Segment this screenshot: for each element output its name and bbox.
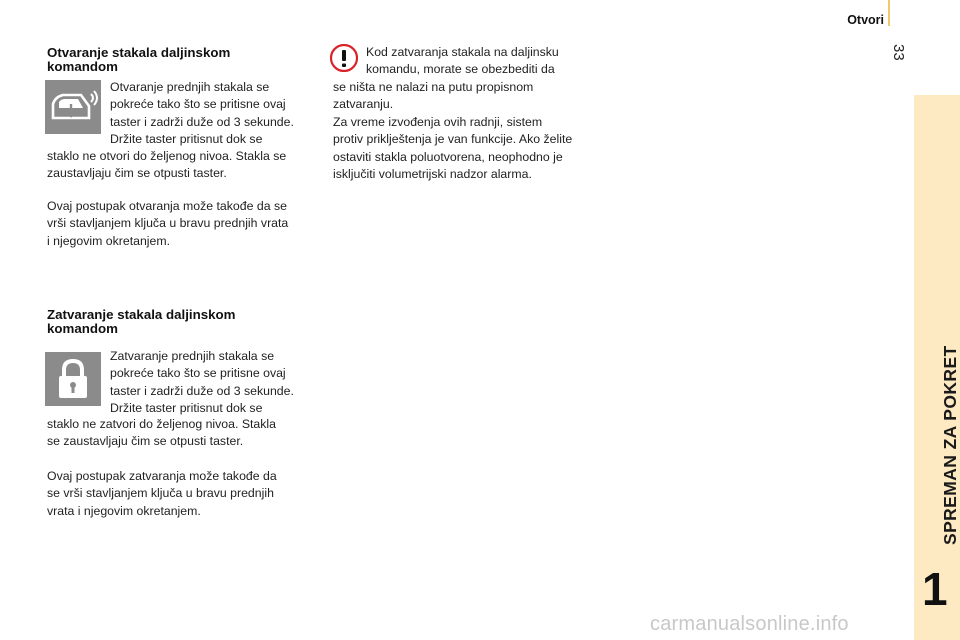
text-line: se zaustavljaju čim se otpusti taster. — [47, 434, 244, 449]
heading-line: Zatvaranje stakala daljinskom — [47, 307, 236, 322]
text-line: Kod zatvaranja stakala na daljinsku — [366, 45, 559, 59]
text-line: pokreće tako što se pritisne ovaj — [110, 366, 286, 381]
chapter-label: SPREMAN ZA POKRET — [940, 345, 960, 545]
text-line: vrši stavljanjem ključa u bravu prednjih vrata — [47, 216, 289, 231]
text-line: i njegovim okretanjem. — [47, 233, 171, 248]
text-line: komandu, morate se obezbediti da — [366, 62, 555, 77]
text-line: ostaviti stakla poluotvorena, neophodno je — [333, 149, 563, 164]
close-key-paragraph — [47, 468, 322, 520]
text-line: Ovaj postupak zatvaranja može takođe da — [47, 469, 277, 483]
text-line: se vrši stavljanjem ključa u bravu prednjih — [47, 486, 274, 501]
open-instructions-continued — [47, 148, 322, 183]
padlock-icon — [45, 352, 101, 406]
section-title: Otvori — [847, 13, 884, 27]
text-line: Zatvaranje prednjih stakala se — [110, 349, 275, 363]
chapter-number: 1 — [922, 563, 948, 615]
heading-line: komandom — [47, 321, 118, 336]
window-open-remote-icon — [45, 80, 101, 134]
text-line: vrata i njegovim okretanjem. — [47, 503, 201, 518]
text-line: taster i zadrži duže od 3 sekunde. — [110, 383, 294, 398]
text-line: staklo ne zatvori do željenog nivoa. Stakla — [47, 417, 276, 431]
watermark: carmanualsonline.info — [650, 613, 849, 635]
warning-text-indented — [366, 44, 611, 79]
text-line: zatvaranju. — [333, 97, 394, 112]
open-instructions-indented — [110, 79, 325, 149]
heading-open-windows — [47, 46, 307, 74]
heading-line: Otvaranje stakala daljinskom — [47, 45, 231, 60]
text-line: Ovaj postupak otvaranja može takođe da se — [47, 199, 287, 213]
text-line: pokreće tako što se pritisne ovaj — [110, 97, 286, 112]
text-line: zaustavljaju čim se otpusti taster. — [47, 166, 227, 181]
page-number: 33 — [890, 44, 907, 61]
close-instructions-continued — [47, 416, 322, 451]
open-key-paragraph — [47, 198, 322, 250]
close-instructions-indented — [110, 348, 325, 418]
heading-close-windows — [47, 308, 307, 336]
warning-exclamation-icon — [330, 44, 358, 72]
text-line: Za vreme izvođenja ovih radnji, sistem — [333, 114, 543, 129]
warning-text — [333, 79, 608, 183]
text-line: isključiti volumetrijski nadzor alarma. — [333, 167, 532, 182]
text-line: se ništa ne nalazi na putu propisnom — [333, 80, 534, 94]
text-line: Držite taster pritisnut dok se — [110, 401, 263, 416]
header-divider — [888, 0, 890, 26]
text-line: staklo ne otvori do željenog nivoa. Stakla se — [47, 149, 287, 163]
text-line: Otvaranje prednjih stakala se — [110, 80, 270, 94]
text-line: protiv priklještenja je van funkcije. Ako želite — [333, 132, 573, 147]
text-line: taster i zadrži duže od 3 sekunde. — [110, 114, 294, 129]
heading-line: komandom — [47, 59, 118, 74]
text-line: Držite taster pritisnut dok se — [110, 132, 263, 147]
